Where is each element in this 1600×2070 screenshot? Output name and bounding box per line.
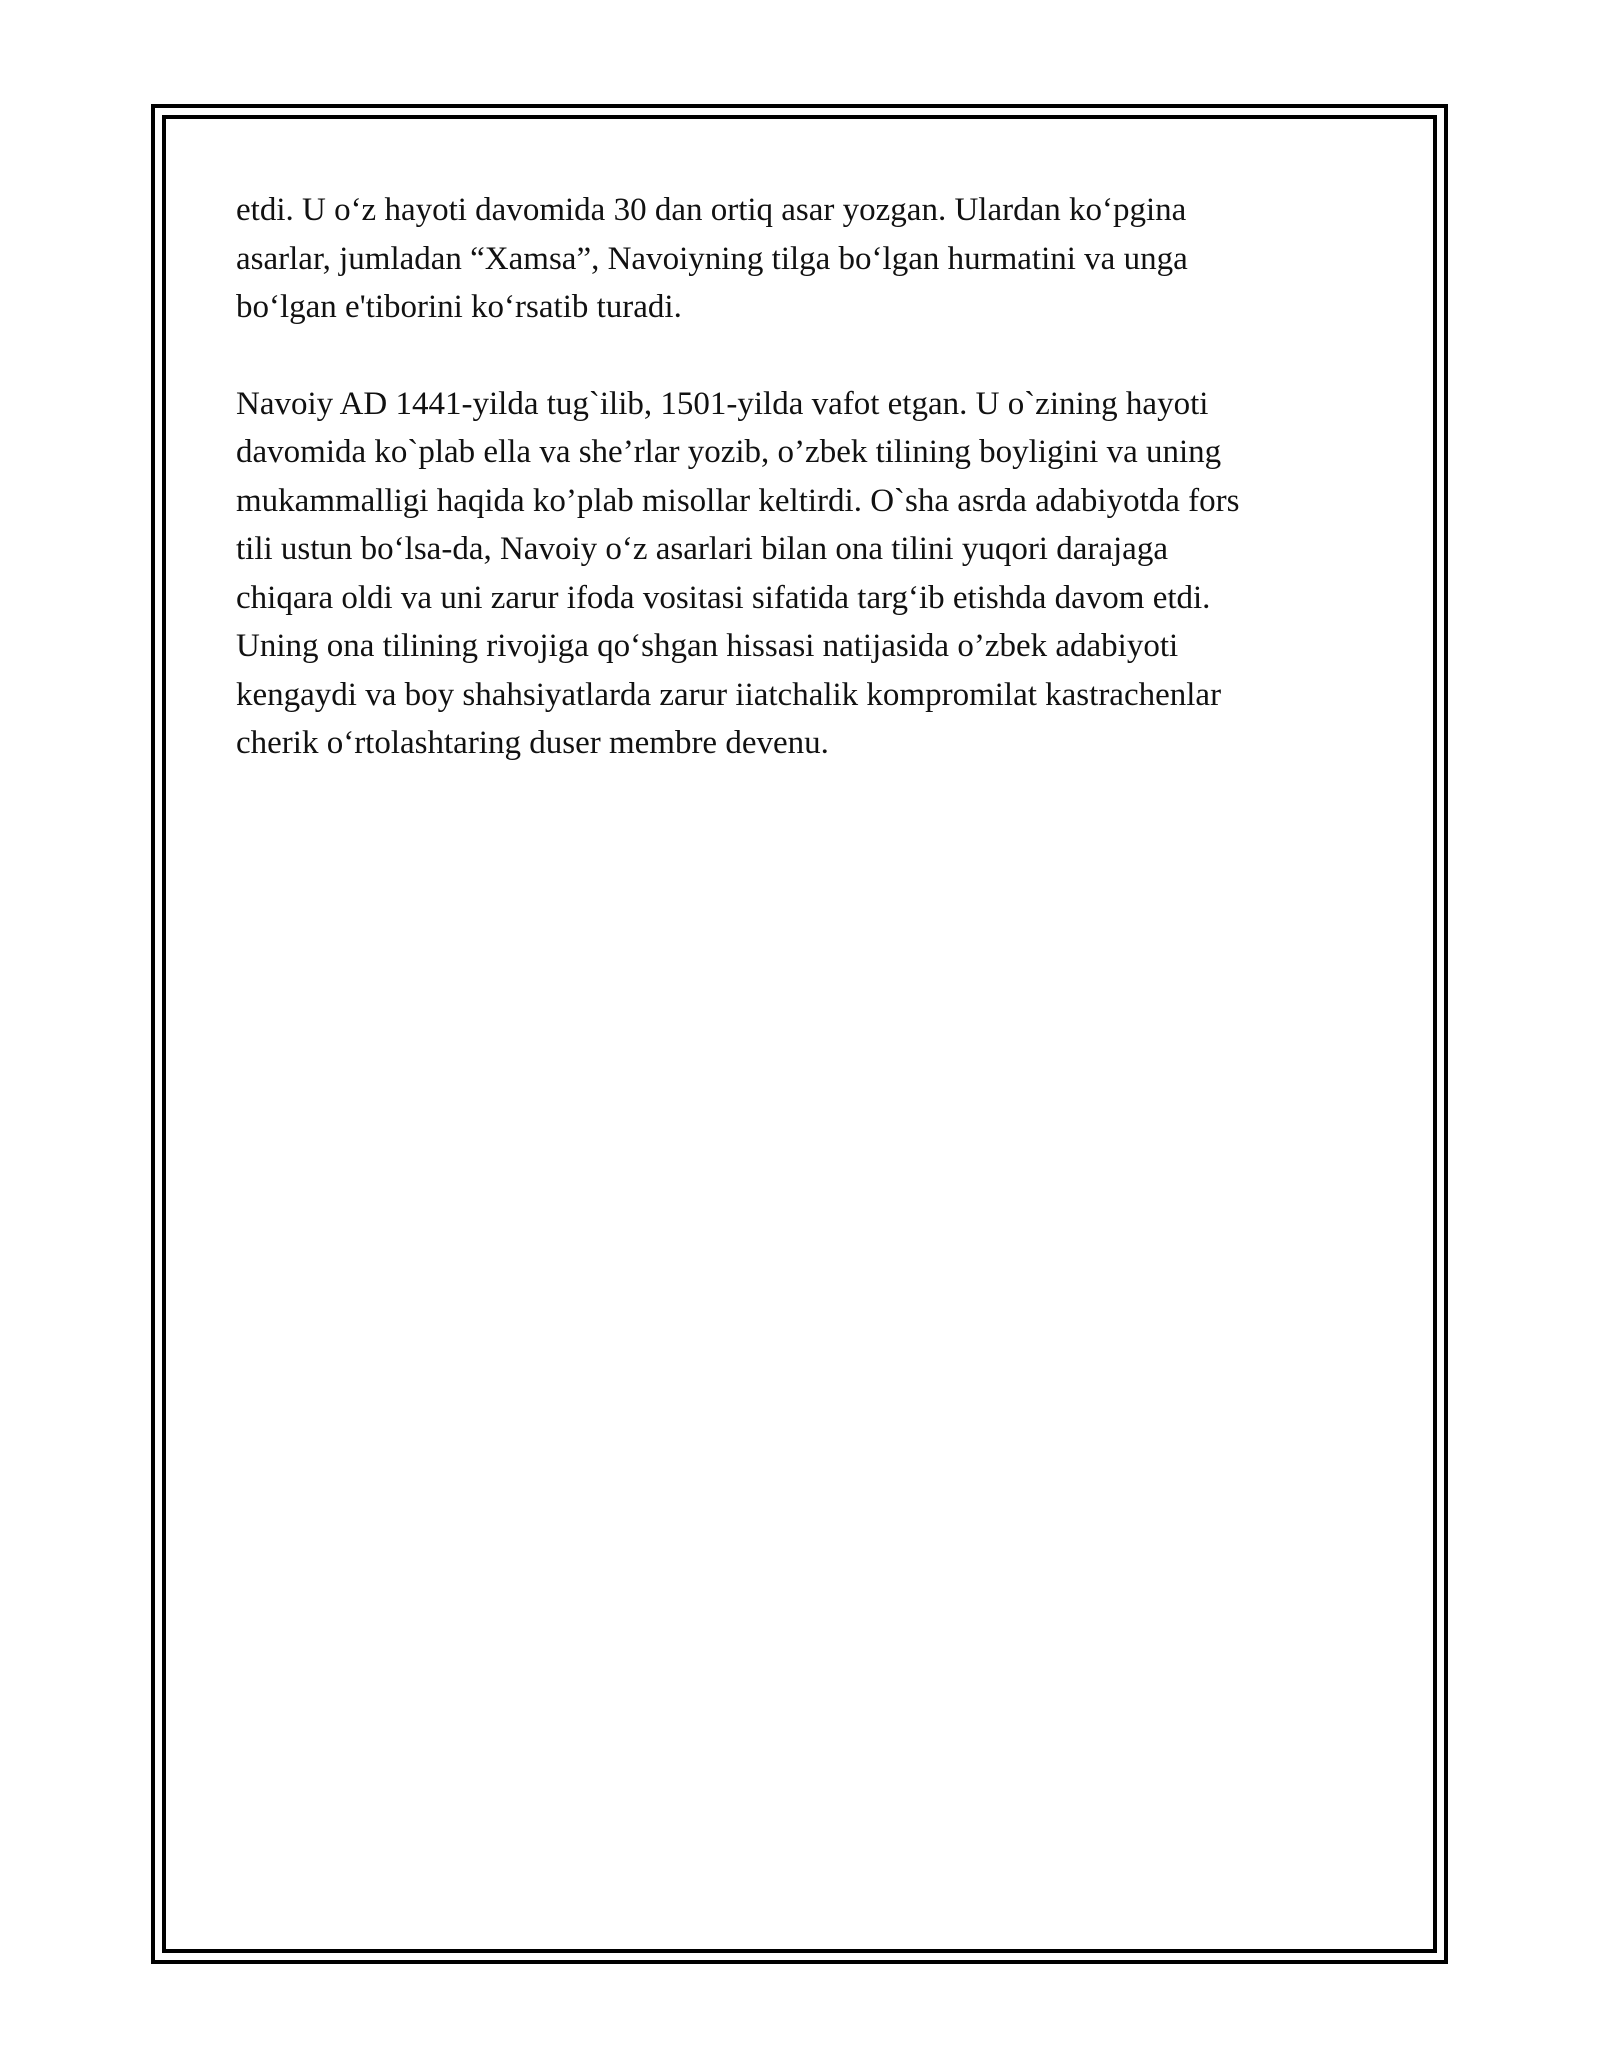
text-line: etdi. U o‘z hayoti davomida 30 dan ortiq asar yozgan. Ulardan ko‘pgina [236,192,1187,228]
paragraph-1 [236,186,1366,332]
text-line: Uning ona tilining rivojiga qo‘shgan hissasi natijasida o’zbek adabiyoti [236,628,1179,664]
paragraph-2 [236,380,1366,768]
text-line: cherik o‘rtolashtaring duser membre devenu. [236,725,829,761]
text-line: tili ustun bo‘lsa-da, Navoiy o‘z asarlari bilan ona tilini yuqori darajaga [236,531,1168,567]
text-line: chiqara oldi va uni zarur ifoda vositasi sifatida targ‘ib etishda davom etdi. [236,579,1211,616]
text-line: mukammalligi haqida ko’plab misollar keltirdi. O`sha asrda adabiyotda fors [236,482,1240,519]
document-body [236,186,1366,816]
text-line: davomida ko`plab ella va she’rlar yozib, o’zbek tilining boyligini va uning [236,434,1222,470]
text-line: asarlar, jumladan “Xamsa”, Navoiyning tilga bo‘lgan hurmatini va unga [236,240,1188,277]
text-line: Navoiy AD 1441-yilda tug`ilib, 1501-yilda vafot etgan. U o`zining hayoti [236,385,1209,422]
text-line: bo‘lgan e'tiborini ko‘rsatib turadi. [236,289,682,325]
text-line: kengaydi va boy shahsiyatlarda zarur iiatchalik kompromilat kastrachenlar [236,676,1222,713]
